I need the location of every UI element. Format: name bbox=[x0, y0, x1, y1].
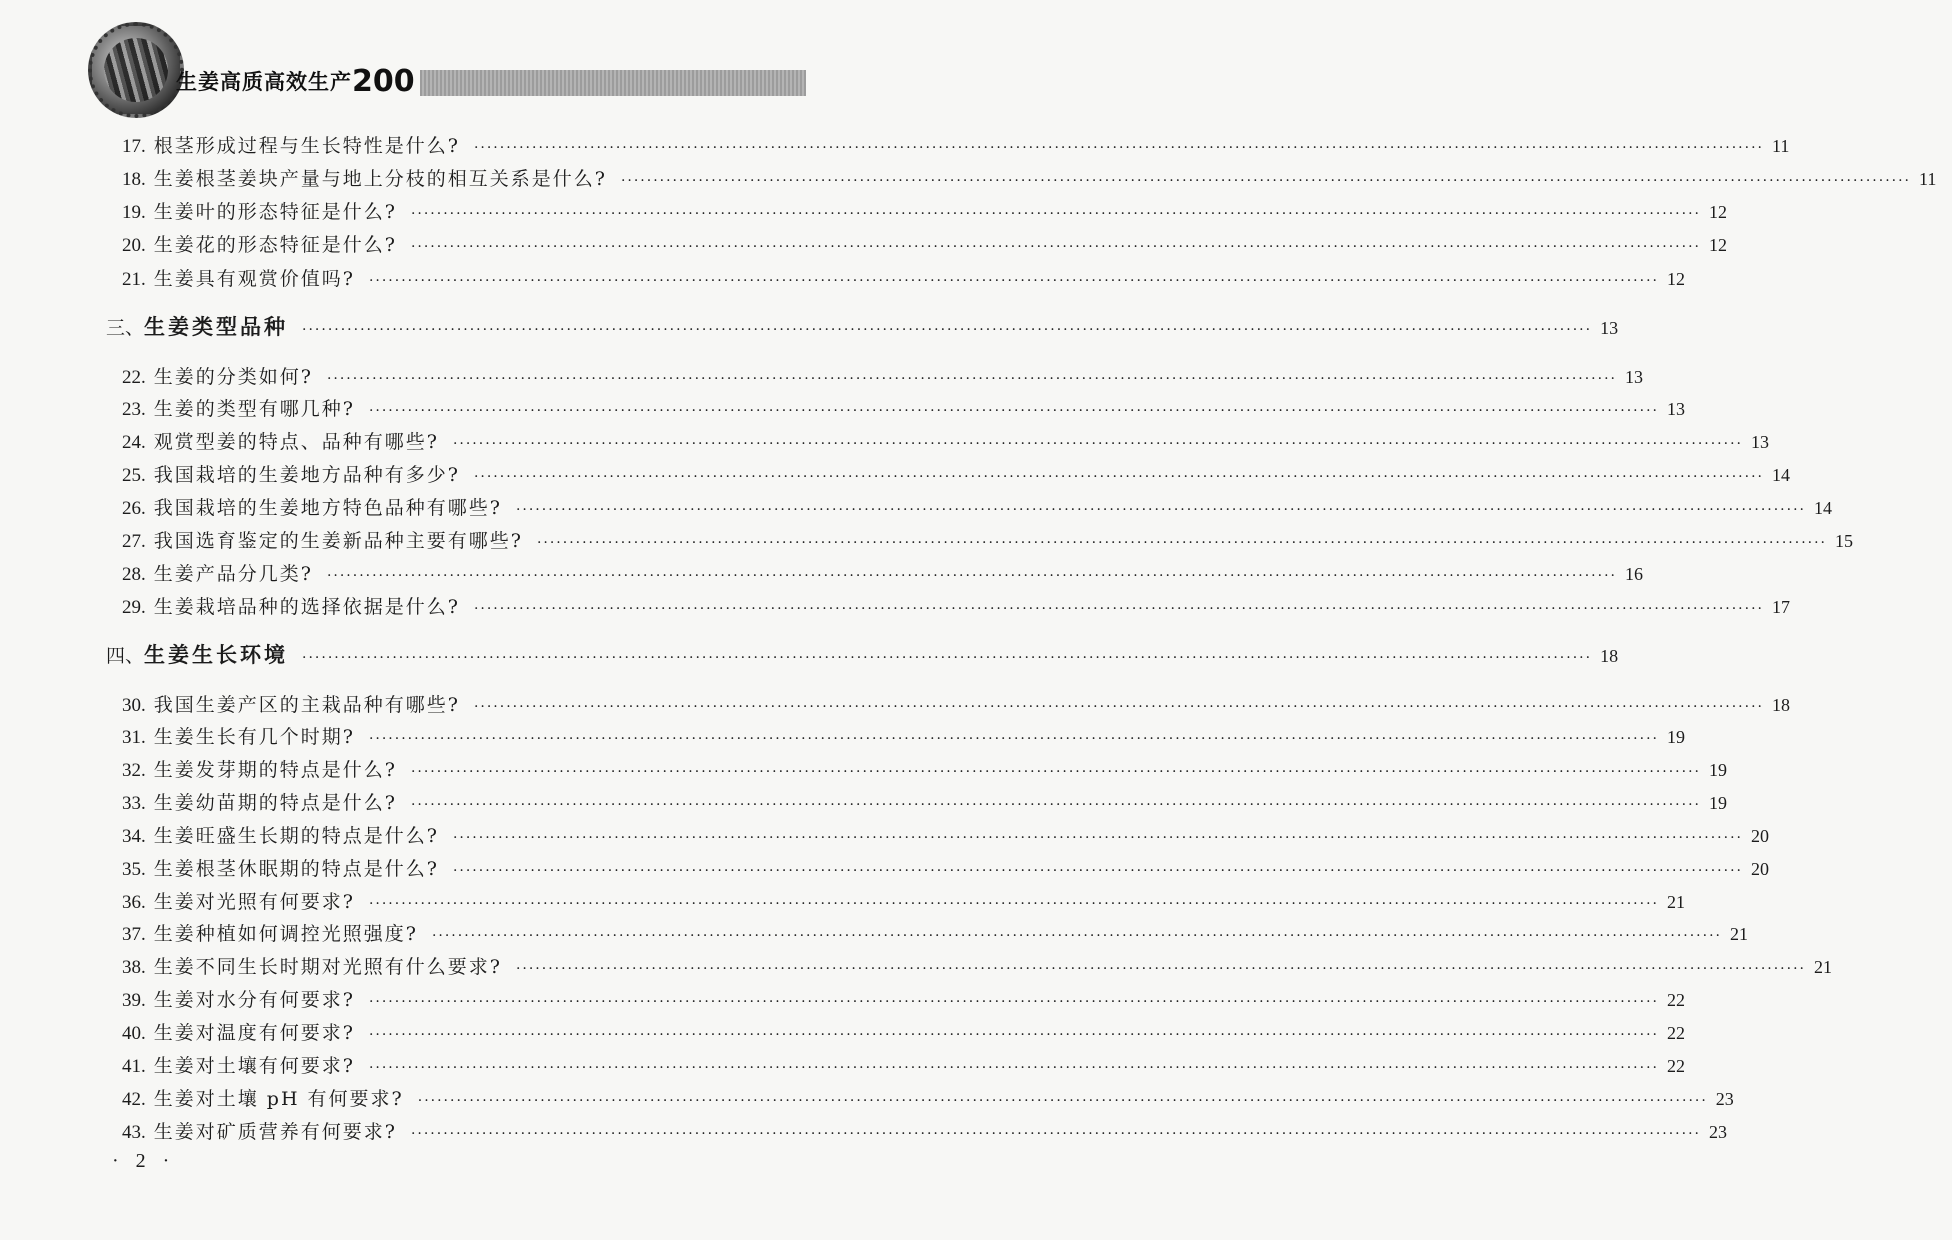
toc-leader-dots: ········································································································································································································ bbox=[452, 436, 1743, 452]
toc-number: 25. bbox=[122, 465, 146, 486]
toc-page-number: 21 bbox=[1813, 957, 1832, 977]
toc-leader-dots: ········································································································································································································ bbox=[410, 764, 1701, 780]
toc-number: 39. bbox=[122, 990, 146, 1011]
toc-leader-dots: ········································································································································································································ bbox=[473, 601, 1764, 617]
book-title-number: 200 bbox=[352, 64, 415, 99]
toc-entry-row bbox=[0, 690, 1790, 720]
toc-number: 20. bbox=[122, 235, 146, 256]
toc-title: 生姜具有观赏价值吗? bbox=[153, 268, 355, 290]
toc-number: 26. bbox=[122, 498, 146, 519]
toc-number: 23. bbox=[122, 399, 146, 420]
toc-entry-row bbox=[0, 788, 1727, 818]
toc-leader-dots: ········································································································································································································ bbox=[515, 961, 1806, 977]
toc-entry-row bbox=[0, 493, 1832, 523]
toc-page-number: 16 bbox=[1624, 564, 1643, 584]
toc-page-number: 15 bbox=[1835, 531, 1853, 551]
toc-leader-dots: ········································································································································································································ bbox=[368, 994, 1659, 1010]
toc-number: 35. bbox=[122, 859, 146, 880]
toc-number: 37. bbox=[122, 924, 146, 945]
toc-leader-dots: ········································································································································································································ bbox=[473, 140, 1764, 156]
toc-title: 我国选育鉴定的生姜新品种主要有哪些? bbox=[153, 530, 523, 552]
toc-leader-dots: ········································································································································································································ bbox=[620, 173, 1911, 189]
toc-entry-row bbox=[0, 1117, 1727, 1147]
toc-entry-row bbox=[0, 362, 1643, 392]
toc-number: 24. bbox=[122, 432, 146, 453]
toc-page-number: 14 bbox=[1771, 465, 1790, 485]
toc-title: 生姜旺盛生长期的特点是什么? bbox=[153, 825, 439, 847]
toc-entry-row bbox=[0, 592, 1790, 622]
toc-title: 生姜不同生长时期对光照有什么要求? bbox=[153, 956, 502, 978]
toc-title: 生姜花的形态特征是什么? bbox=[153, 234, 397, 256]
toc-number: 19. bbox=[122, 202, 146, 223]
toc-leader-dots: ········································································································································································································ bbox=[302, 322, 1593, 338]
toc-page-number: 19 bbox=[1666, 727, 1685, 747]
toc-page-number: 12 bbox=[1708, 235, 1727, 255]
toc-leader-dots: ········································································································································································································ bbox=[410, 1126, 1701, 1142]
toc-title: 生姜种植如何调控光照强度? bbox=[153, 923, 418, 945]
toc-page-number: 22 bbox=[1666, 990, 1685, 1010]
toc-section-row bbox=[0, 311, 1619, 345]
toc-entry-row bbox=[0, 394, 1685, 424]
toc-leader-dots: ········································································································································································································ bbox=[368, 403, 1659, 419]
toc-leader-dots: ········································································································································································································ bbox=[473, 699, 1764, 715]
toc-leader-dots: ········································································································································································································ bbox=[368, 1027, 1659, 1043]
toc-leader-dots: ········································································································································································································ bbox=[368, 896, 1659, 912]
toc-leader-dots: ········································································································································································································ bbox=[536, 535, 1827, 551]
toc-page-number: 20 bbox=[1750, 859, 1769, 879]
toc-page-number: 21 bbox=[1729, 924, 1748, 944]
toc-page-number: 17 bbox=[1771, 597, 1790, 617]
toc-title: 我国栽培的生姜地方特色品种有哪些? bbox=[153, 497, 502, 519]
toc-page-number: 23 bbox=[1715, 1089, 1734, 1109]
toc-number: 27. bbox=[122, 531, 146, 552]
toc-leader-dots: ········································································································································································································ bbox=[326, 371, 1617, 387]
toc-title: 生姜对土壤 pH 有何要求? bbox=[153, 1088, 404, 1110]
toc-number: 30. bbox=[122, 695, 146, 716]
toc-page-number: 23 bbox=[1708, 1122, 1727, 1142]
toc-entry-row bbox=[0, 559, 1643, 589]
toc-number: 31. bbox=[122, 727, 146, 748]
toc-entry-row bbox=[0, 854, 1769, 884]
toc-number: 34. bbox=[122, 826, 146, 847]
toc-title: 生姜对矿质营养有何要求? bbox=[153, 1121, 397, 1143]
toc-title: 生姜栽培品种的选择依据是什么? bbox=[153, 596, 460, 618]
toc-title: 生姜幼苗期的特点是什么? bbox=[153, 792, 397, 814]
toc-number: 43. bbox=[122, 1122, 146, 1143]
toc-entry-row bbox=[0, 131, 1790, 161]
toc-number: 18. bbox=[122, 169, 146, 190]
toc-leader-dots: ········································································································································································································ bbox=[368, 1060, 1659, 1076]
toc-entry-row bbox=[0, 821, 1769, 851]
toc-number: 21. bbox=[122, 269, 146, 290]
toc-leader-dots: ········································································································································································································ bbox=[410, 206, 1701, 222]
toc-leader-dots: ········································································································································································································ bbox=[410, 797, 1701, 813]
toc-page-number: 12 bbox=[1666, 269, 1685, 289]
toc-title: 生姜对光照有何要求? bbox=[153, 891, 355, 913]
toc-page-number: 13 bbox=[1600, 318, 1619, 338]
toc-title: 生姜产品分几类? bbox=[153, 563, 313, 585]
toc-title: 生姜对温度有何要求? bbox=[153, 1022, 355, 1044]
toc-section-row bbox=[0, 639, 1619, 673]
toc-entry-row bbox=[0, 1084, 1734, 1114]
toc-leader-dots: ········································································································································································································ bbox=[368, 731, 1659, 747]
toc-title: 观赏型姜的特点、品种有哪些? bbox=[153, 431, 439, 453]
toc-entry-row bbox=[0, 460, 1790, 490]
toc-leader-dots: ········································································································································································································ bbox=[452, 830, 1743, 846]
toc-number: 41. bbox=[122, 1056, 146, 1077]
toc-number: 17. bbox=[122, 136, 146, 157]
toc-title: 生姜类型品种 bbox=[144, 315, 289, 339]
toc-number: 36. bbox=[122, 892, 146, 913]
toc-entry-row bbox=[0, 526, 1853, 556]
toc-entry-row bbox=[0, 197, 1727, 227]
toc-entry-row bbox=[0, 264, 1685, 294]
toc-number: 四、 bbox=[106, 646, 145, 667]
toc-entry-row bbox=[0, 755, 1727, 785]
toc-page-number: 19 bbox=[1708, 793, 1727, 813]
toc-entry-row bbox=[0, 230, 1727, 260]
toc-title: 生姜的类型有哪几种? bbox=[153, 398, 355, 420]
toc-title: 生姜生长有几个时期? bbox=[153, 726, 355, 748]
toc-entry-row bbox=[0, 919, 1748, 949]
toc-leader-dots: ········································································································································································································ bbox=[431, 928, 1722, 944]
toc-leader-dots: ········································································································································································································ bbox=[515, 502, 1806, 518]
toc-title: 我国栽培的生姜地方品种有多少? bbox=[153, 464, 460, 486]
toc-number: 38. bbox=[122, 957, 146, 978]
book-title-text: 生姜高质高效生产 bbox=[176, 70, 352, 94]
toc-number: 33. bbox=[122, 793, 146, 814]
toc-title: 生姜的分类如何? bbox=[153, 366, 313, 388]
toc-entry-row bbox=[0, 427, 1769, 457]
toc-number: 三、 bbox=[106, 318, 145, 339]
toc-entry-row bbox=[0, 722, 1685, 752]
toc-leader-dots: ········································································································································································································ bbox=[410, 239, 1701, 255]
toc-page-number: 13 bbox=[1624, 367, 1643, 387]
toc-entry-row bbox=[0, 985, 1685, 1015]
toc-page-number: 11 bbox=[1919, 169, 1937, 189]
toc-leader-dots: ········································································································································································································ bbox=[368, 273, 1659, 289]
toc-page-number: 19 bbox=[1708, 760, 1727, 780]
toc-number: 29. bbox=[122, 597, 146, 618]
toc-number: 42. bbox=[122, 1089, 146, 1110]
toc-number: 32. bbox=[122, 760, 146, 781]
toc-title: 生姜发芽期的特点是什么? bbox=[153, 759, 397, 781]
toc-entry-row bbox=[0, 1018, 1685, 1048]
toc-number: 40. bbox=[122, 1023, 146, 1044]
toc-page-number: 18 bbox=[1771, 695, 1790, 715]
toc-title: 生姜根茎姜块产量与地上分枝的相互关系是什么? bbox=[153, 168, 607, 190]
toc-page-number: 20 bbox=[1750, 826, 1769, 846]
toc-entry-row bbox=[0, 1051, 1685, 1081]
toc-number: 22. bbox=[122, 367, 146, 388]
toc-title: 生姜根茎休眠期的特点是什么? bbox=[153, 858, 439, 880]
toc-leader-dots: ········································································································································································································ bbox=[417, 1093, 1708, 1109]
toc-title: 我国生姜产区的主栽品种有哪些? bbox=[153, 694, 460, 716]
toc-title: 生姜生长环境 bbox=[144, 643, 289, 667]
toc-title: 生姜对水分有何要求? bbox=[153, 989, 355, 1011]
toc-leader-dots: ········································································································································································································ bbox=[473, 469, 1764, 485]
toc-title: 生姜对土壤有何要求? bbox=[153, 1055, 355, 1077]
toc-leader-dots: ········································································································································································································ bbox=[452, 863, 1743, 879]
toc-page-number: 13 bbox=[1750, 432, 1769, 452]
footer-page-number: · 2 · bbox=[112, 1150, 176, 1172]
toc-page-number: 12 bbox=[1708, 202, 1727, 222]
toc-page-number: 18 bbox=[1600, 646, 1619, 666]
toc-title: 生姜叶的形态特征是什么? bbox=[153, 201, 397, 223]
toc-page-number: 21 bbox=[1666, 892, 1685, 912]
toc-page-number: 13 bbox=[1666, 399, 1685, 419]
toc-entry-row bbox=[0, 887, 1685, 917]
toc-page-number: 22 bbox=[1666, 1023, 1685, 1043]
toc-leader-dots: ········································································································································································································ bbox=[302, 650, 1593, 666]
toc-number: 28. bbox=[122, 564, 146, 585]
toc-page-number: 14 bbox=[1813, 498, 1832, 518]
toc-page-number: 11 bbox=[1771, 136, 1790, 156]
toc-leader-dots: ········································································································································································································ bbox=[326, 568, 1617, 584]
toc-entry-row bbox=[0, 952, 1832, 982]
toc-entry-row bbox=[0, 164, 1937, 194]
toc-page-number: 22 bbox=[1666, 1056, 1685, 1076]
toc-title: 根茎形成过程与生长特性是什么? bbox=[153, 135, 460, 157]
